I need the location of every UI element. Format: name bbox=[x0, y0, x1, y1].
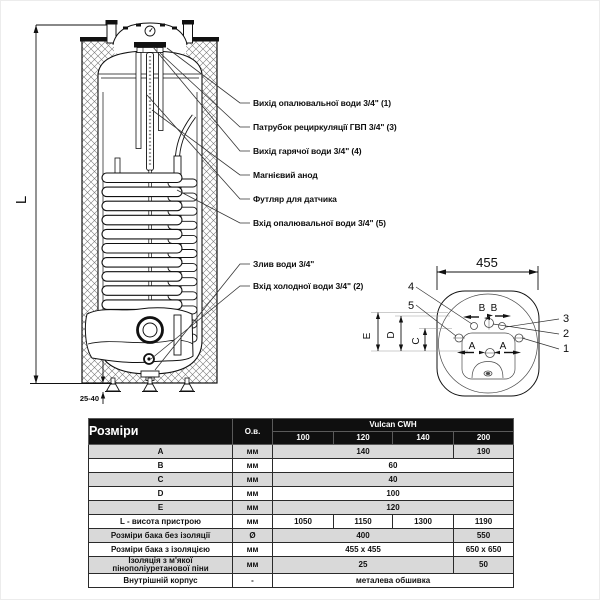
dome-cap bbox=[113, 23, 187, 44]
port-number-2: 2 bbox=[562, 328, 570, 340]
dim-letter-e: E bbox=[362, 332, 373, 340]
dim-letter-c: C bbox=[411, 337, 422, 345]
top-view bbox=[362, 255, 569, 396]
row-value: 550 bbox=[454, 529, 514, 543]
table-row bbox=[89, 543, 514, 557]
row-label: L - висота пристрою bbox=[89, 515, 233, 529]
model-column-header: 100 bbox=[273, 432, 334, 445]
row-label: C bbox=[89, 473, 233, 487]
row-value: 455 x 455 bbox=[273, 543, 454, 557]
row-value: металева обшивка bbox=[273, 574, 514, 588]
row-value: 100 bbox=[273, 487, 514, 501]
callout-label: Футляр для датчика bbox=[253, 194, 337, 204]
row-value: 650 x 650 bbox=[454, 543, 514, 557]
row-label: Розміри бака без ізоляції bbox=[89, 529, 233, 543]
table-row bbox=[89, 557, 514, 574]
row-label: Розміри бака з ізоляцією bbox=[89, 543, 233, 557]
table-row bbox=[89, 473, 514, 487]
port-number-4: 4 bbox=[407, 281, 415, 293]
dim-letter-a: A bbox=[499, 341, 507, 352]
boiler-cross-section bbox=[80, 20, 219, 392]
dim-letter-b: B bbox=[490, 303, 498, 314]
callout-label: Злив води 3/4" bbox=[253, 259, 315, 269]
dim-letter-d: D bbox=[386, 331, 397, 339]
row-value: 60 bbox=[273, 459, 514, 473]
table-row bbox=[89, 529, 514, 543]
dim-letter-b: B bbox=[478, 303, 486, 314]
row-unit: мм bbox=[233, 445, 273, 459]
table-row bbox=[89, 459, 514, 473]
row-label: Ізоляція з м'якої пінополіуретанової піни bbox=[89, 557, 233, 574]
top-width-label: 455 bbox=[476, 255, 498, 270]
row-unit: мм bbox=[233, 543, 273, 557]
row-value: 400 bbox=[273, 529, 454, 543]
model-column-header: 140 bbox=[393, 432, 454, 445]
row-unit: мм bbox=[233, 501, 273, 515]
row-value: 1050 bbox=[273, 515, 334, 529]
table-row bbox=[89, 574, 514, 588]
lower-flange-cutaway bbox=[85, 308, 193, 364]
table-row bbox=[89, 501, 514, 515]
port-number-3: 3 bbox=[562, 313, 570, 325]
row-unit: мм bbox=[233, 515, 273, 529]
row-value: 1300 bbox=[393, 515, 454, 529]
table-brand-header: Vulcan CWH bbox=[273, 419, 514, 432]
row-unit: мм bbox=[233, 557, 273, 574]
port-number-5: 5 bbox=[407, 300, 415, 312]
table-title: Розміри bbox=[89, 419, 233, 445]
row-unit: мм bbox=[233, 487, 273, 501]
row-value: 25 bbox=[273, 557, 454, 574]
callout-label: Магнієвий анод bbox=[253, 170, 318, 180]
dimensions-table bbox=[88, 418, 514, 588]
table-row bbox=[89, 515, 514, 529]
dim-letter-a: A bbox=[468, 341, 476, 352]
row-value: 190 bbox=[454, 445, 514, 459]
row-label: E bbox=[89, 501, 233, 515]
model-column-header: 200 bbox=[454, 432, 514, 445]
callout-label: Вихід гарячої води 3/4" (4) bbox=[253, 146, 362, 156]
table-unit-header: О.в. bbox=[233, 419, 273, 445]
callout-label: Патрубок рециркуляції ГВП 3/4" (3) bbox=[253, 122, 397, 132]
row-label: D bbox=[89, 487, 233, 501]
table-row bbox=[89, 445, 514, 459]
row-label: Внутрішній корпус bbox=[89, 574, 233, 588]
callout-label: Вихід опалювальної води 3/4" (1) bbox=[253, 98, 392, 108]
model-column-header: 120 bbox=[334, 432, 393, 445]
row-value: 140 bbox=[273, 445, 454, 459]
row-unit: мм bbox=[233, 473, 273, 487]
row-value: 120 bbox=[273, 501, 514, 515]
callout-label: Вхід холодної води 3/4" (2) bbox=[253, 281, 364, 291]
row-unit: Ø bbox=[233, 529, 273, 543]
row-unit: - bbox=[233, 574, 273, 588]
row-unit: мм bbox=[233, 459, 273, 473]
row-value: 1150 bbox=[334, 515, 393, 529]
height-dim-label: L bbox=[13, 195, 30, 205]
row-label: B bbox=[89, 459, 233, 473]
top-view-housing bbox=[437, 291, 539, 396]
row-value: 40 bbox=[273, 473, 514, 487]
row-label: A bbox=[89, 445, 233, 459]
callout-label: Вхід опалювальної води 3/4" (5) bbox=[253, 218, 386, 228]
dimensions-table-body bbox=[89, 445, 514, 588]
floor-gap-label: 25-40 bbox=[79, 394, 99, 403]
top-flange bbox=[134, 42, 166, 53]
port-number-1: 1 bbox=[562, 343, 570, 355]
row-value: 50 bbox=[454, 557, 514, 574]
table-row bbox=[89, 487, 514, 501]
row-value: 1190 bbox=[454, 515, 514, 529]
